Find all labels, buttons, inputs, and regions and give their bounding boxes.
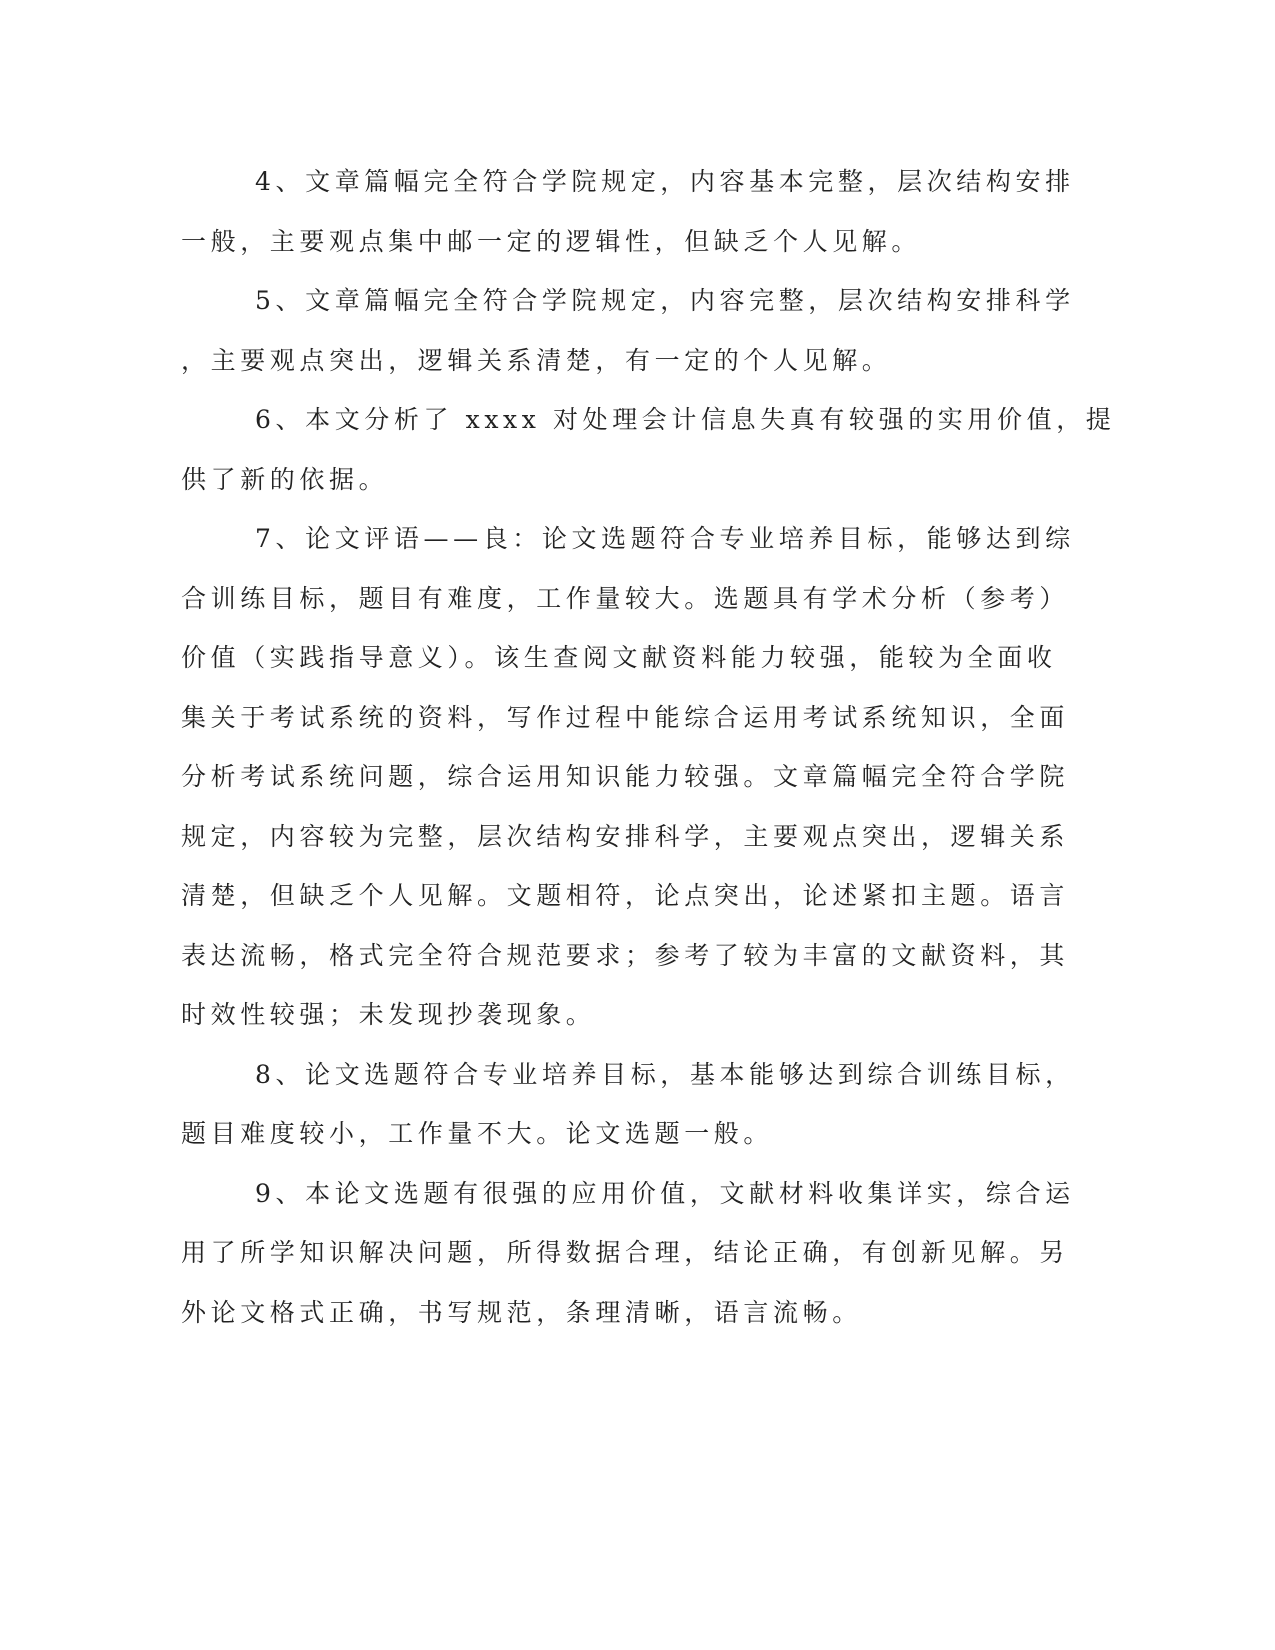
text-line: 8、论文选题符合专业培养目标，基本能够达到综合训练目标， [255,1059,1075,1089]
text-line: 4、文章篇幅完全符合学院规定，内容基本完整，层次结构安排 [255,167,1075,196]
text-line: 9、本论文选题有很强的应用价值，文献材料收集详实，综合运 [255,1178,1075,1208]
paragraph-7 [181,509,1075,1045]
text-line: 供了新的依据。 [181,464,389,494]
text-line: 5、文章篇幅完全符合学院规定，内容完整，层次结构安排科学 [255,286,1075,315]
text-line: 一般，主要观点集中邮一定的逻辑性，但缺乏个人见解。 [181,226,922,256]
paragraph-8 [181,1045,1075,1164]
text-line: 价值（实践指导意义）。该生查阅文献资料能力较强，能较为全面收 [181,643,1057,672]
text-line: ，主要观点突出，逻辑关系清楚，有一定的个人见解。 [181,345,892,375]
paragraph-6 [181,390,1116,509]
text-line: 规定，内容较为完整，层次结构安排科学，主要观点突出，逻辑关系 [181,821,1070,851]
text-line: 集关于考试系统的资料，写作过程中能综合运用考试系统知识，全面 [181,702,1070,732]
document-body [181,152,1116,1342]
text-line: 合训练目标，题目有难度，工作量较大。选题具有学术分析（参考） [181,583,1070,613]
text-line: 6、本文分析了 xxxx 对处理会计信息失真有较强的实用价值，提 [255,405,1116,434]
text-line: 7、论文评语——良：论文选题符合专业培养目标，能够达到综 [255,524,1075,553]
text-line: 外论文格式正确，书写规范，条理清晰，语言流畅。 [181,1297,862,1327]
text-line: 清楚，但缺乏个人见解。文题相符，论点突出，论述紧扣主题。语言 [181,881,1070,910]
text-line: 时效性较强；未发现抄袭现象。 [181,1000,596,1029]
text-line: 用了所学知识解决问题，所得数据合理，结论正确，有创新见解。另 [181,1238,1070,1267]
text-line: 表达流畅，格式完全符合规范要求；参考了较为丰富的文献资料，其 [181,940,1070,970]
text-line: 分析考试系统问题，综合运用知识能力较强。文章篇幅完全符合学院 [181,762,1070,791]
paragraph-9 [181,1164,1075,1343]
text-line: 题目难度较小，工作量不大。论文选题一般。 [181,1119,774,1148]
paragraph-5 [181,271,1075,390]
paragraph-4 [181,152,1075,271]
